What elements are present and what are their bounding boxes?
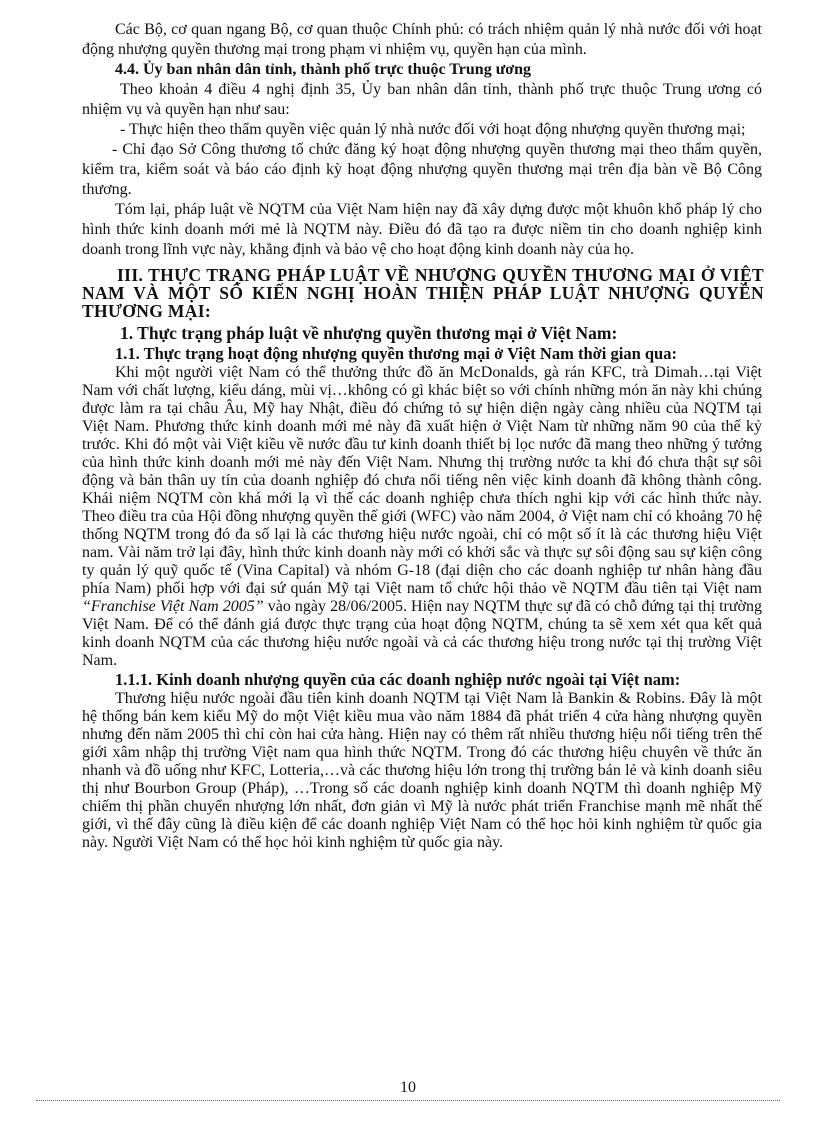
footer-divider bbox=[36, 1100, 780, 1101]
paragraph-1-1-1: Thương hiệu nước ngoài đầu tiên kinh doanh NQTM tại Việt Nam là Bankin & Robins. Đây là một hệ thống bán kem kiểu Mỹ do một Việt kiều mua vào năm 1884 đã phát triển 4 cửa hàng nhượng quyền nhưng đến năm 2005 thì chỉ còn hai cửa hàng. Hiện nay có thêm rất nhiều thương hiệu nổi tiếng trên thế giới xâm nhập thị trường Việt nam qua hình thức NQTM. Trong đó các thương hiệu chuyên về thức ăn nhanh và đồ uống như KFC, Lotteria,…và các thương hiệu lớn trong thị trường bán lẻ và kinh doanh siêu thị như Bourbon Group (Pháp), …Trong số các doanh nghiệp kinh doanh NQTM thì doanh nghiệp Mỹ chiếm thị phần chuyển nhượng lớn nhất, đơn giản vì Mỹ là nước phát triển Franchise mạnh mẽ nhất thế giới, vì thế đây cũng là điều kiện để các doanh nghiệp Việt Nam có thể học hỏi kinh nghiệm từ quốc gia này. Người Việt Nam có thể học hỏi kinh nghiệm từ quốc gia này. bbox=[82, 690, 762, 851]
paragraph-ministries: Các Bộ, cơ quan ngang Bộ, cơ quan thuộc Chính phủ: có trách nhiệm quản lý nhà nước đối với hoạt động nhượng quyền thương mại trong phạm vi nhiệm vụ, quyền hạn của mình. bbox=[82, 21, 762, 58]
page-content bbox=[82, 20, 764, 852]
paragraph-summary: Tóm lại, pháp luật về NQTM của Việt Nam hiện nay đã xây dựng được một khuôn khổ pháp lý cho hình thức kinh doanh mới mẻ là NQTM này. Điều đó đã tạo ra được niềm tin cho doanh nghiệp kinh doanh trong lĩnh vực này, khẳng định và bảo vệ cho hoạt động kinh doanh này của họ. bbox=[82, 201, 762, 258]
paragraph-1-1-part-b: vào ngày 28/06/2005. Hiện nay NQTM thực sự đã có chỗ đứng tại thị trường Việt Nam. Để có thể đánh giá được thực trạng của hoạt động NQTM, chúng ta sẽ xem xét qua kết quả kinh doanh NQTM của các thương hiệu nước ngoài và cả các thương hiệu trong nước tại thị trường Việt Nam. bbox=[82, 598, 762, 669]
page-number: 10 bbox=[400, 1079, 416, 1096]
paragraph-1-1 bbox=[82, 364, 764, 670]
heading-1: 1. Thực trạng pháp luật về nhượng quyền thương mại ở Việt Nam: bbox=[120, 323, 618, 343]
heading-1-1-1: 1.1.1. Kinh doanh nhượng quyền của các doanh nghiệp nước ngoài tại Việt nam: bbox=[115, 670, 681, 689]
bullet-item-2: - Chỉ đạo Sở Công thương tổ chức đăng ký hoạt động nhượng quyền thương mại theo thẩm quyền, kiểm tra, kiểm soát và báo cáo định kỳ hoạt động nhượng quyền thương mại trên địa bàn về Bộ Công thương. bbox=[82, 141, 762, 198]
paragraph-1-1-part-a: Khi một người việt Nam có thể thưởng thức đồ ăn McDonalds, gà rán KFC, trà Dimah…tại Việt Nam với chất lượng, kiểu dáng, mùi vị…không có gì khác biệt so với chính những món ăn này khi chúng được làm ra tại châu Âu, Mỹ hay Nhật, điều đó chứng tỏ sự hiện diện ngày càng nhiều của NQTM tại Việt Nam. Phương thức kinh doanh mới mẻ này đã xuất hiện ở Việt Nam từ những năm 90 của thế kỷ trước. Khi đó một vài Việt kiều về nước đầu tư kinh doanh thiết bị lọc nước đã mang theo những ý tưởng của hình thức kinh doanh mới mẻ này đến Việt Nam. Nhưng thị trường nước ta khi đó chưa thật sự sôi động và bản thân uy tín của doanh nghiệp đó chưa nổi tiếng nên việc kinh doanh đã không thành công. Khái niệm NQTM còn khá mới lạ vì thế các doanh nghiệp chưa thích nghi kịp với các hình thức này. Theo điều tra của Hội đồng nhượng quyền thế giới (WFC) vào năm 2004, ở Việt nam chỉ có khoảng 70 hệ thống NQTM trong đó đa số lại là các thương hiệu nước ngoài, chỉ có một số ít là các thương hiệu Việt nam. Vài năm trở lại đây, hình thức kinh doanh này mới có khởi sắc và thực sự sôi động sau sự kiện công ty quản lý quỹ quốc tế (Vina Capital) và nhóm G-18 (đại diện cho các doanh nghiệp tư nhân hàng đầu phía Nam) phối hợp với đại sứ quán Mỹ tại Việt nam tổ chức hội thảo về NQTM đầu tiên tại Việt nam bbox=[82, 364, 762, 597]
heading-4-4: 4.4. Ủy ban nhân dân tỉnh, thành phố trực thuộc Trung ương bbox=[115, 61, 532, 78]
event-title-quote: “Franchise Việt Nam 2005” bbox=[82, 598, 264, 615]
section-heading-III: III. THỰC TRẠNG PHÁP LUẬT VỀ NHƯỢNG QUYỀN THƯƠNG MẠI Ở VIỆT NAM VÀ MỘT SỐ KIẾN NGHỊ HOÀN THIỆN PHÁP LUẬT NHƯỢNG QUYỀN THƯƠNG MẠI: bbox=[82, 265, 764, 321]
heading-1-1: 1.1. Thực trạng hoạt động nhượng quyền thương mại ở Việt Nam thời gian qua: bbox=[115, 344, 677, 363]
paragraph-4-4-intro: Theo khoản 4 điều 4 nghị định 35, Ủy ban nhân dân tỉnh, thành phố trực thuộc Trung ương có nhiệm vụ và quyền hạn như sau: bbox=[82, 81, 762, 118]
bullet-item-1: - Thực hiện theo thẩm quyền việc quản lý nhà nước đối với hoạt động nhượng quyền thương mại; bbox=[120, 121, 746, 138]
